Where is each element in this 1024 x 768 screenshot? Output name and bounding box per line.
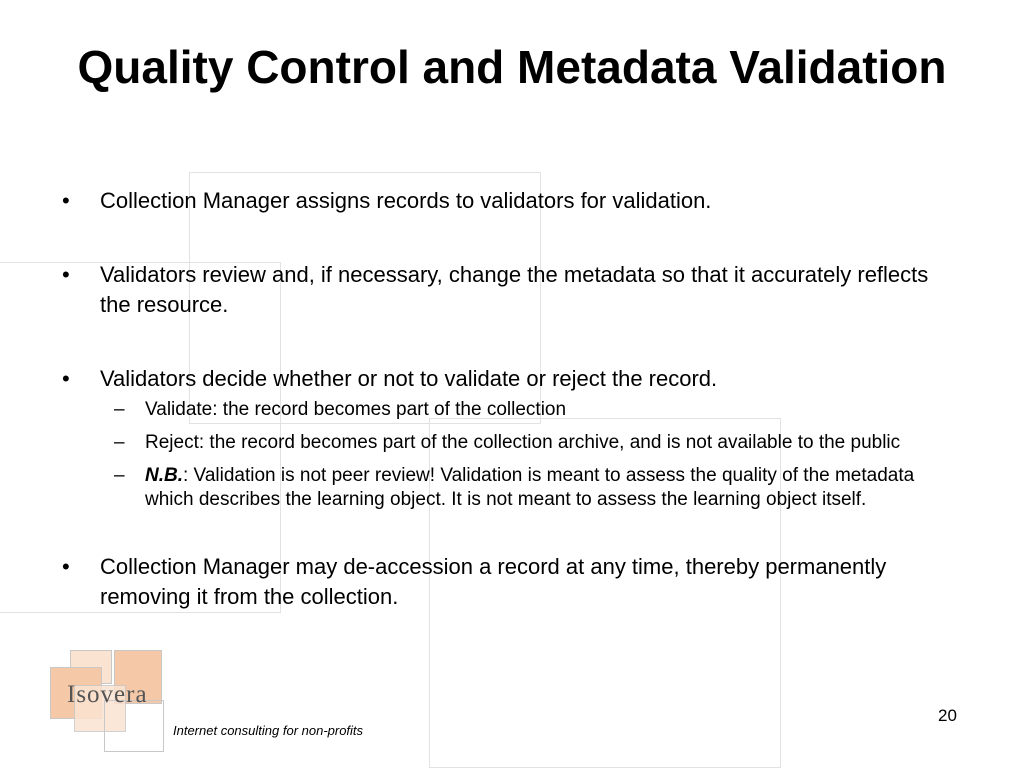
sub-bullet-text: Reject: the record becomes part of the collection archive, and is not available to the public [145, 432, 901, 453]
sub-bullet-marker: – [114, 432, 125, 453]
bullet-text: Collection Manager assigns records to validators for validation. [100, 188, 712, 213]
bullet-marker: • [62, 262, 70, 287]
slide-title: Quality Control and Metadata Validation [77, 41, 947, 93]
sub-bullet-reject [58, 431, 958, 455]
bullet-text: Validators decide whether or not to validate or reject the record. [100, 366, 718, 391]
sub-bullet-marker: – [114, 465, 125, 486]
bullet-text: Collection Manager may de-accession a record at any time, thereby permanently removing it from the collection. [100, 554, 887, 609]
bullet-assign-records [58, 186, 958, 216]
sub-bullet-nb [58, 464, 958, 512]
slide-content [58, 186, 958, 612]
sub-bullet-text: : Validation is not peer review! Validation is meant to assess the quality of the metadata which describes the learning object. It is not meant to assess the learning object itself. [145, 465, 915, 510]
bullet-marker: • [62, 188, 70, 213]
sub-bullet-validate [58, 398, 958, 422]
sub-bullet-marker: – [114, 399, 125, 420]
bullet-validators-review [58, 260, 958, 320]
sub-bullet-list [58, 398, 958, 512]
isovera-logo [50, 645, 180, 755]
nb-label: N.B. [145, 465, 183, 486]
bullet-deaccession [58, 552, 958, 612]
bullet-text: Validators review and, if necessary, change the metadata so that it accurately reflects the resource. [100, 262, 929, 317]
sub-bullet-text: Validate: the record becomes part of the collection [145, 399, 567, 420]
bullet-validators-decide [58, 364, 958, 394]
bullet-marker: • [62, 554, 70, 579]
logo-text: Isovera [67, 681, 148, 708]
bullet-marker: • [62, 366, 70, 391]
page-number: 20 [938, 706, 957, 725]
footer-tagline: Internet consulting for non-profits [173, 723, 364, 738]
